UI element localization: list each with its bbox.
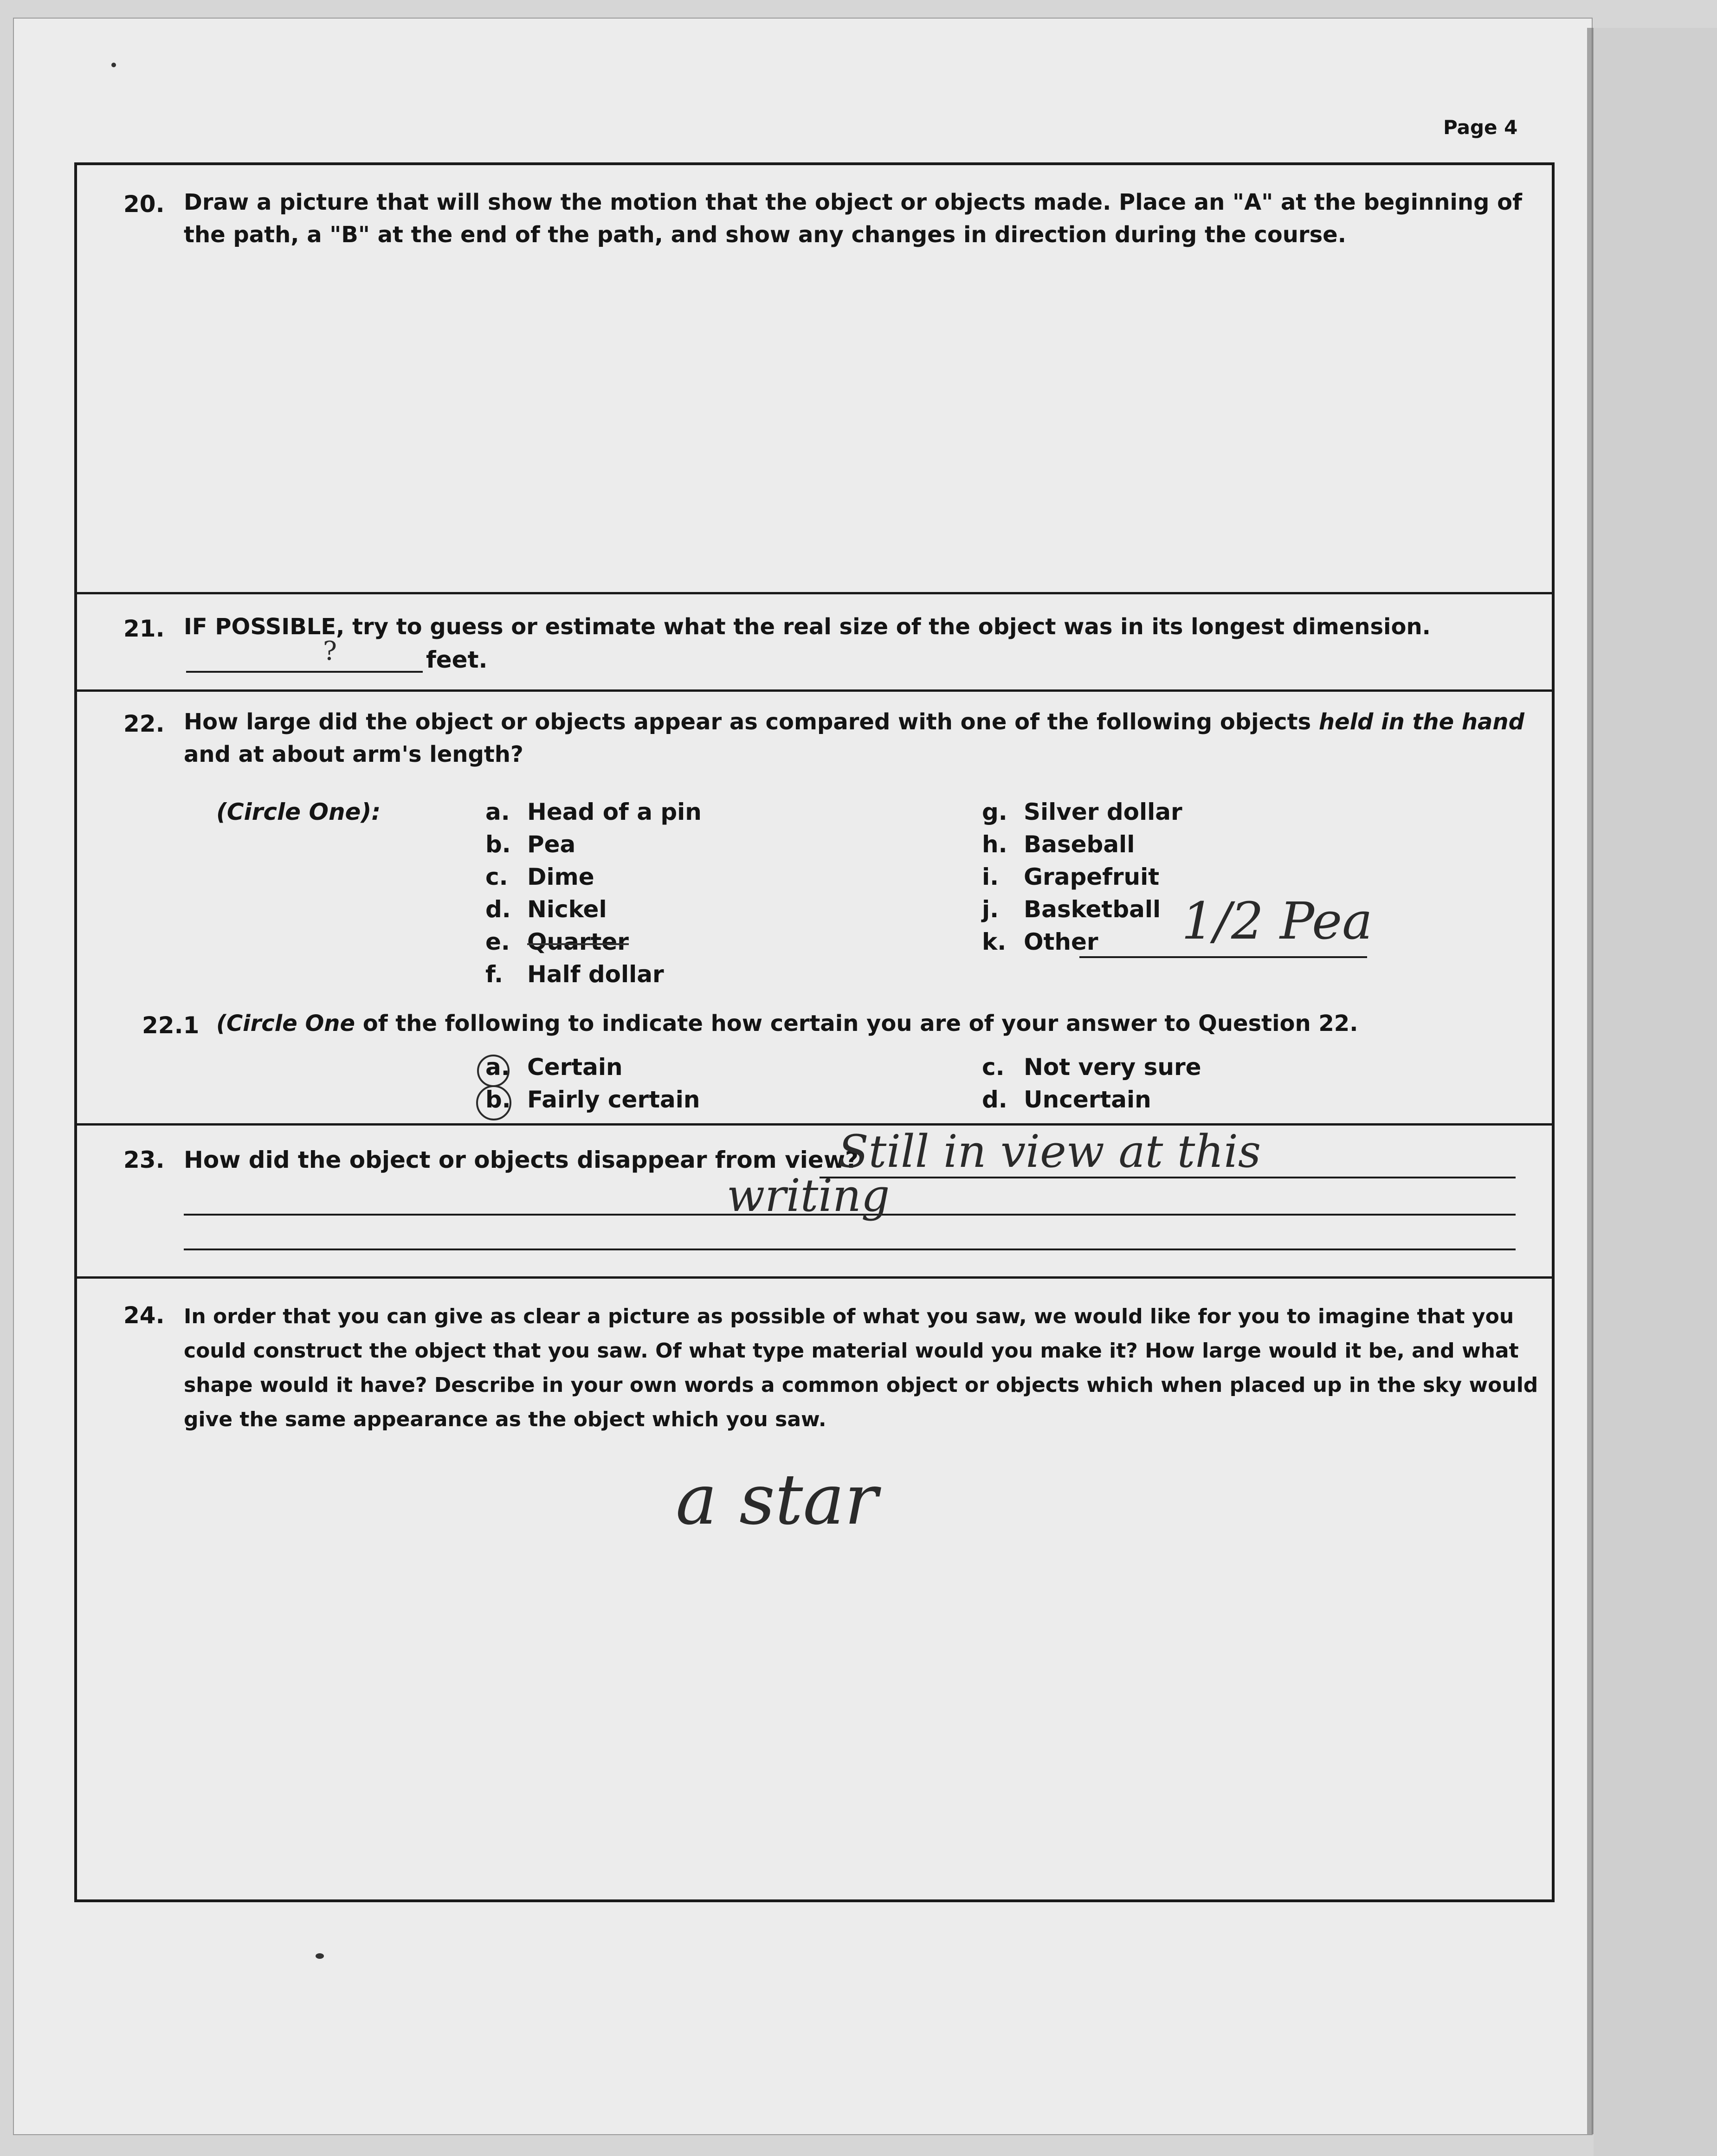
question-20-section [77,165,1552,594]
option-letter: e. [485,928,510,955]
disappear-answer-handwritten-2: writing [727,1170,890,1222]
option-letter: f. [485,961,503,988]
option-label: Head of a pin [527,798,702,825]
questionnaire-form [74,162,1555,1902]
size-unit-label: feet. [426,646,488,673]
circle-one-label: (Circle One): [216,798,381,825]
option-label: Baseball [1024,831,1135,858]
scan-speck [111,63,116,67]
certainty-option-b[interactable] [485,1086,700,1113]
option-letter: k. [982,928,1007,955]
question-23-text: How did the object or objects disappear from view? [184,1146,859,1173]
option-label: Half dollar [527,961,664,988]
option-letter: d. [982,1086,1007,1113]
option-letter: j. [982,896,999,923]
size-option-k[interactable] [982,928,1098,955]
option-label: Silver dollar [1024,798,1182,825]
option-label: Not very sure [1024,1054,1201,1081]
size-option-e[interactable] [485,928,629,955]
option-letter: a. [485,798,510,825]
scan-margin [1594,28,1717,2156]
option-label: Fairly certain [527,1086,700,1113]
option-label: Other [1024,928,1098,955]
answer-circle-a [477,1055,510,1087]
option-label: Dime [527,863,594,890]
option-letter: c. [485,863,508,890]
answer-circle-b [476,1085,511,1120]
size-option-b[interactable] [485,831,575,858]
size-option-a[interactable] [485,798,702,825]
size-option-c[interactable] [485,863,594,890]
question-22-1-number: 22.1 [142,1012,200,1039]
option-letter: h. [982,831,1007,858]
option-label: Quarter [527,928,629,955]
option-label: Certain [527,1054,623,1081]
question-20-text: Draw a picture that will show the motion that the object or objects made. Place an "A" at the beginning of the path, a "B" at the end of the path, and show any changes in direction during the course. [184,189,1522,248]
question-22-1-text [216,1007,1516,1040]
motion-drawing-area[interactable] [184,267,1530,573]
question-22-number: 22. [123,710,165,737]
option-letter: b. [485,831,511,858]
question-21-number: 21. [123,615,165,642]
question-22-text [184,706,1530,771]
page-label: Page 4 [1443,116,1518,139]
question-22-emphasis: held in the hand [1318,709,1524,735]
size-option-f[interactable] [485,961,664,988]
question-22-text-b: and at about arm's length? [184,741,523,767]
question-22-1-emphasis: (Circle One [216,1010,355,1036]
size-option-h[interactable] [982,831,1135,858]
option-label: Basketball [1024,896,1161,923]
option-label: Grapefruit [1024,863,1160,890]
construct-answer-handwritten: a star [676,1460,878,1540]
option-letter: g. [982,798,1007,825]
question-22-1-text-body: of the following to indicate how certain you are of your answer to Question 22. [362,1010,1358,1036]
size-estimate-answer: ? [323,636,337,666]
size-option-g[interactable] [982,798,1182,825]
question-22-section [77,692,1552,1126]
question-21-text: IF POSSIBLE, try to guess or estimate what the real size of the object was in its longest dimension. [184,614,1431,640]
option-letter: d. [485,896,511,923]
question-24-number: 24. [123,1302,165,1329]
paper-edge-shadow [1587,28,1594,2134]
other-answer-line[interactable] [1079,956,1367,958]
question-24-section [77,1279,1552,1900]
option-label: Pea [527,831,576,858]
certainty-option-c[interactable] [982,1054,1201,1081]
disappear-answer-handwritten-1: Still in view at this [838,1126,1261,1178]
other-answer-handwritten: 1/2 Pea [1181,891,1373,951]
question-23-number: 23. [123,1146,165,1173]
option-letter: b. [485,1086,511,1113]
size-option-d[interactable] [485,896,607,923]
option-letter: i. [982,863,999,890]
option-letter: c. [982,1054,1005,1081]
disappear-answer-line-3[interactable] [184,1249,1516,1250]
question-22-text-a: How large did the object or objects appear as compared with one of the following objects [184,709,1311,735]
size-option-i[interactable] [982,863,1159,890]
option-label: Uncertain [1024,1086,1151,1113]
size-estimate-line[interactable] [186,671,423,673]
size-option-j[interactable] [982,896,1161,923]
option-letter: a. [485,1054,510,1081]
question-21-section [77,594,1552,692]
scan-speck [316,1953,324,1959]
question-23-section [77,1126,1552,1279]
question-20-number: 20. [123,191,165,218]
certainty-option-d[interactable] [982,1086,1151,1113]
question-24-text: In order that you can give as clear a picture as possible of what you saw, we would like for you to imagine that you could construct the object that you saw. Of what type material would you make it? How large would it be, and what shape would it have? Describe in your own words a common object or objects which when placed up in the sky would give the same appearance as the object which you saw. [184,1305,1538,1431]
option-label: Nickel [527,896,607,923]
